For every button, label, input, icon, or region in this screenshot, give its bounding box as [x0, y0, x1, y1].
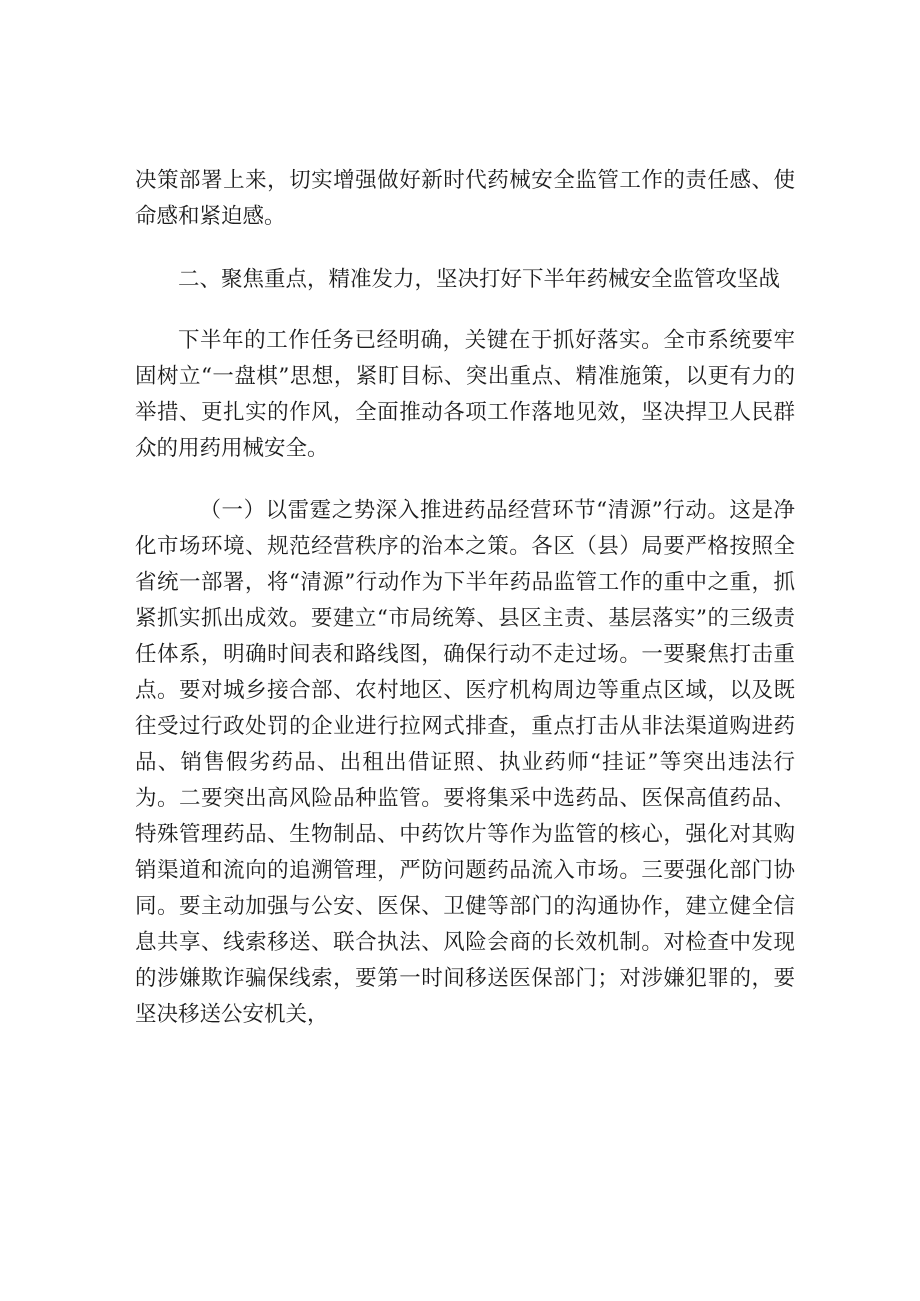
document-body: [135, 163, 795, 1033]
paragraph-intro: 下半年的工作任务已经明确，关键在于抓好落实。全市系统要牢固树立“一盘棋”思想，紧盯目标、突出重点、精准施策，以更有力的举措、更扎实的作风，全面推动各项工作落地见效，坚决捍卫人民群众的用药用械安全。: [135, 328, 795, 461]
paragraph-continuation: 决策部署上来，切实增强做好新时代药械安全监管工作的责任感、使命感和紧迫感。: [135, 168, 795, 229]
section-heading: 二、聚焦重点，精准发力，坚决打好下半年药械安全监管攻坚战: [178, 267, 781, 292]
paragraph-subsection-one: （一）以雷霆之势深入推进药品经营环节“清源”行动。这是净化市场环境、规范经营秩序的治本之策。各区（县）局要严格按照全省统一部署，将“清源”行动作为下半年药品监管工作的重中之重，抓紧抓实抓出成效。要建立“市局统筹、县区主责、基层落实”的三级责任体系，明确时间表和路线图，确保行动不走过场。一要聚焦打击重点。要对城乡接合部、农村地区、医疗机构周边等重点区域，以及既往受过行政处罚的企业进行拉网式排查，重点打击从非法渠道购进药品、销售假劣药品、出租出借证照、执业药师“挂证”等突出违法行为。二要突出高风险品种监管。要将集采中选药品、医保高值药品、特殊管理药品、生物制品、中药饮片等作为监管的核心，强化对其购销渠道和流向的追溯管理，严防问题药品流入市场。三要强化部门协同。要主动加强与公安、医保、卫健等部门的沟通协作，建立健全信息共享、线索移送、联合执法、风险会商的长效机制。对检查中发现的涉嫌欺诈骗保线索，要第一时间移送医保部门；对涉嫌犯罪的，要坚决移送公安机关，: [135, 498, 795, 1027]
